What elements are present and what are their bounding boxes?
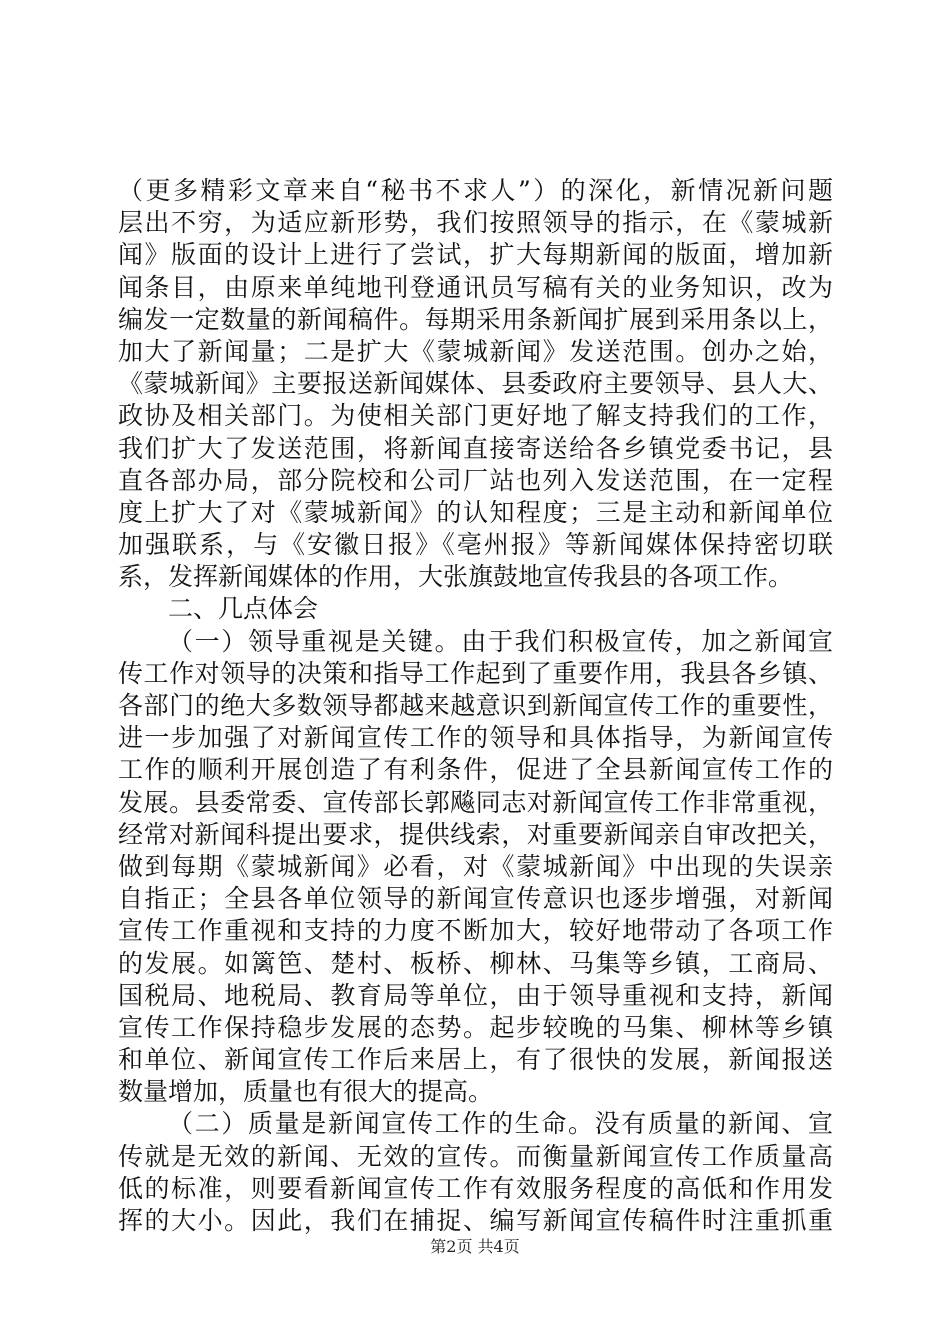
text-line: 宣传工作重视和支持的力度不断加大，较好地带动了各项工作 xyxy=(118,916,833,946)
text-line: 经常对新闻科提出要求，提供线索，对重要新闻亲自审改把关， xyxy=(118,819,833,849)
text-line: 直各部办局，部分院校和公司厂站也列入发送范围，在一定程 xyxy=(118,465,833,495)
text-line: 低的标准，则要看新闻宣传工作有效服务程度的高低和作用发 xyxy=(118,1173,833,1203)
text-line: 系，发挥新闻媒体的作用，大张旗鼓地宣传我县的各项工作。 xyxy=(118,562,794,592)
text-line: 进一步加强了对新闻宣传工作的领导和具体指导，为新闻宣传 xyxy=(118,723,833,753)
text-line: 的发展。如篱笆、楚村、板桥、柳林、马集等乡镇，工商局、 xyxy=(118,948,833,978)
text-line: 闻条目，由原来单纯地刊登通讯员写稿有关的业务知识，改为 xyxy=(118,272,833,302)
text-line: 二、几点体会 xyxy=(168,594,319,624)
text-line: （二）质量是新闻宣传工作的生命。没有质量的新闻、宣 xyxy=(168,1109,833,1139)
text-line: （一）领导重视是关键。由于我们积极宣传，加之新闻宣 xyxy=(168,626,833,656)
text-line: 各部门的绝大多数领导都越来越意识到新闻宣传工作的重要性， xyxy=(118,691,833,720)
text-line: 工作的顺利开展创造了有利条件，促进了全县新闻宣传工作的 xyxy=(118,755,833,785)
text-line: 《蒙城新闻》主要报送新闻媒体、县委政府主要领导、县人大、 xyxy=(118,369,833,399)
text-line: 加大了新闻量；二是扩大《蒙城新闻》发送范围。创办之始， xyxy=(118,336,833,366)
text-line: 政协及相关部门。为使相关部门更好地了解支持我们的工作， xyxy=(118,401,833,431)
text-line: 数量增加，质量也有很大的提高。 xyxy=(118,1077,494,1107)
text-line: 国税局、地税局、教育局等单位，由于领导重视和支持，新闻 xyxy=(118,980,833,1010)
text-line: 宣传工作保持稳步发展的态势。起步较晚的马集、柳林等乡镇 xyxy=(118,1012,833,1042)
text-line: 加强联系，与《安徽日报》《亳州报》等新闻媒体保持密切联 xyxy=(118,530,833,560)
text-line: 传工作对领导的决策和指导工作起到了重要作用，我县各乡镇、 xyxy=(118,658,833,688)
text-line: 挥的大小。因此，我们在捕捉、编写新闻宣传稿件时注重抓重 xyxy=(118,1206,833,1235)
text-line: 层出不穷，为适应新形势，我们按照领导的指示，在《蒙城新 xyxy=(118,208,833,238)
text-line: 我们扩大了发送范围，将新闻直接寄送给各乡镇党委书记，县 xyxy=(118,433,833,463)
text-line: 传就是无效的新闻、无效的宣传。而衡量新闻宣传工作质量高 xyxy=(118,1141,833,1171)
text-line: 编发一定数量的新闻稿件。每期采用条新闻扩展到采用条以上， xyxy=(118,304,833,334)
text-line: 闻》版面的设计上进行了尝试，扩大每期新闻的版面，增加新 xyxy=(118,240,833,270)
page-number-footer: 第2页 共4页 xyxy=(430,1237,520,1256)
text-line: 度上扩大了对《蒙城新闻》的认知程度；三是主动和新闻单位 xyxy=(118,497,833,527)
text-line: 做到每期《蒙城新闻》必看，对《蒙城新闻》中出现的失误亲 xyxy=(118,851,833,881)
text-line: （更多精彩文章来自“秘书不求人”）的深化，新情况新问题 xyxy=(118,176,833,205)
document-body xyxy=(118,175,833,1237)
text-line: 发展。县委常委、宣传部长郭飚同志对新闻宣传工作非常重视， xyxy=(118,787,833,817)
text-line: 自指正；全县各单位领导的新闻宣传意识也逐步增强，对新闻 xyxy=(118,884,833,914)
text-line: 和单位、新闻宣传工作后来居上，有了很快的发展，新闻报送 xyxy=(118,1045,833,1075)
